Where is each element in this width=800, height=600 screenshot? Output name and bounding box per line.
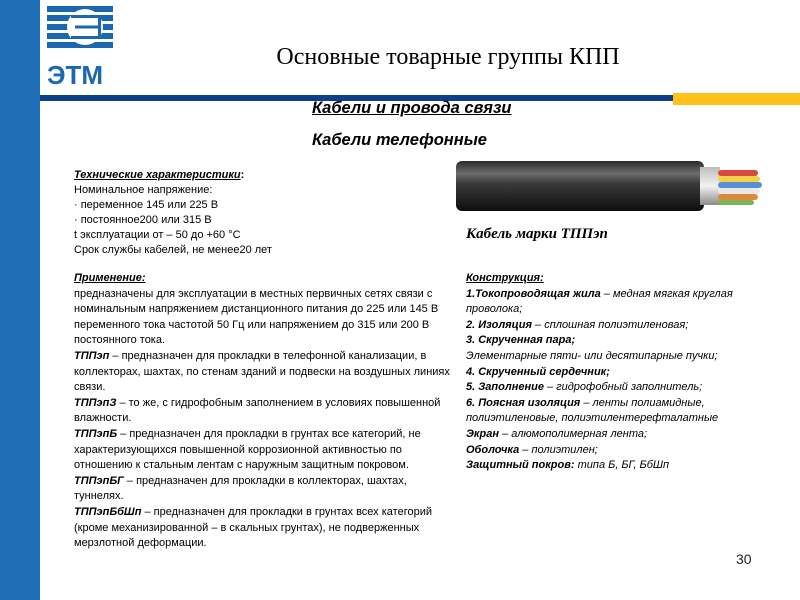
construction-label: 4. Скрученный сердечник; (466, 365, 610, 378)
specs-line: · постоянное200 или 315 В (74, 214, 212, 226)
specs-line: Срок службы кабелей, не менее20 лет (74, 244, 272, 256)
construction-sep: – (531, 318, 545, 331)
application-header: Применение: (74, 272, 146, 284)
page-number: 30 (736, 551, 752, 567)
logo-text: ЭТМ (47, 60, 104, 90)
application-item (74, 474, 452, 505)
construction-item (466, 458, 786, 474)
construction-label: 3. Скрученная пара; (466, 334, 576, 347)
cable-type-desc: – то же, с гидрофобным заполнением в условиях повышенной влажности. (74, 396, 441, 425)
construction-item (466, 396, 786, 427)
application-item (74, 396, 452, 427)
cable-type-name: ТППэпБбШп (74, 505, 142, 518)
construction-label: 2. Изоляция (466, 318, 532, 331)
construction-label: 1.Токопроводящая жила (466, 287, 601, 300)
construction-item (466, 365, 786, 381)
section-subtitle: Кабели и провода связи (312, 99, 512, 117)
construction-item (466, 349, 786, 365)
cable-type-name: ТППэпЗ (74, 396, 117, 409)
technical-specs (74, 168, 374, 258)
construction-item (466, 427, 786, 443)
construction-text: алюмополимерная лента; (511, 427, 648, 440)
left-accent-bar (0, 0, 40, 600)
construction-text: медная мягкая круглая проволока; (466, 287, 733, 316)
construction-sep: – (498, 427, 512, 440)
construction-sep: – (543, 381, 557, 394)
construction-label: 5. Заполнение (466, 381, 544, 394)
construction-sep: – (580, 396, 593, 409)
cable-type-desc: – предназначен для прокладки в коллекторах, шахтах, туннелях. (74, 474, 407, 503)
construction-text: Элементарные пяти- или десятипарные пучки; (466, 349, 718, 362)
cable-type-desc: – предназначен для прокладки в грунтах все категорий, не характеризующихся повышенной коррозионной активностью по отношению к стальным лентам с наружным защитным покровом. (74, 427, 421, 472)
construction-text: гидрофобный заполнитель; (556, 381, 703, 394)
section-subsubtitle: Кабели телефонные (312, 131, 487, 149)
construction-sep: – (600, 287, 613, 300)
cable-type-desc: – предназначен для прокладки в грунтах всех категорий (кроме механизированной – в скальных грунтах), не подверженных мерзлотной деформации. (74, 505, 432, 550)
cable-type-name: ТППэп (74, 349, 110, 362)
construction-label: 6. Поясная изоляция (466, 396, 581, 409)
construction-section (466, 271, 786, 474)
construction-text: полиэтилен; (531, 443, 598, 456)
construction-item (466, 333, 786, 349)
specs-header: Технические характеристики (74, 169, 241, 181)
construction-item (466, 287, 786, 318)
construction-item (466, 380, 786, 396)
construction-header: Конструкция: (466, 272, 544, 284)
construction-text: типа Б, БГ, БбШп (577, 459, 670, 472)
construction-text: ленты полиамидные, полиэтиленовые, полиэтилентерефталатные (466, 396, 719, 425)
construction-item (466, 318, 786, 334)
application-section (74, 271, 452, 552)
construction-sep: – (519, 443, 532, 456)
header-rule-accent (673, 93, 800, 105)
application-item (74, 505, 452, 552)
page-title: Основные товарные группы КПП (276, 44, 620, 70)
cable-caption: Кабель марки ТППэп (466, 226, 608, 242)
construction-label: Защитный покров: (466, 459, 575, 472)
cable-type-name: ТППэпБГ (74, 474, 124, 487)
specs-line: · переменное 145 или 225 В (74, 199, 219, 211)
construction-label: Оболочка (466, 443, 520, 456)
specs-line: t эксплуатации от – 50 до +60 °С (74, 229, 241, 241)
construction-text: сплошная полиэтиленовая; (544, 318, 689, 331)
construction-item (466, 443, 786, 459)
application-item (74, 427, 452, 474)
specs-header-line (74, 168, 374, 183)
cable-image (456, 155, 766, 215)
application-item (74, 349, 452, 396)
application-intro: предназначены для эксплуатации в местных первичных сетях связи с номинальным напряжением дистанционного питания до 225 или 145 В переменного тока частотой 50 Гц или напряжением до 315 или 200 В постоянного тока. (74, 287, 439, 347)
cable-type-desc: – предназначен для прокладки в телефонной канализации, в коллекторах, шахтах, по стенам зданий и подвески на воздушных линиях связи. (74, 349, 450, 394)
cable-type-name: ТППэпБ (74, 427, 118, 440)
specs-line: Номинальное напряжение: (74, 184, 213, 196)
specs-header-colon: : (240, 169, 245, 181)
construction-label: Экран (466, 427, 499, 440)
